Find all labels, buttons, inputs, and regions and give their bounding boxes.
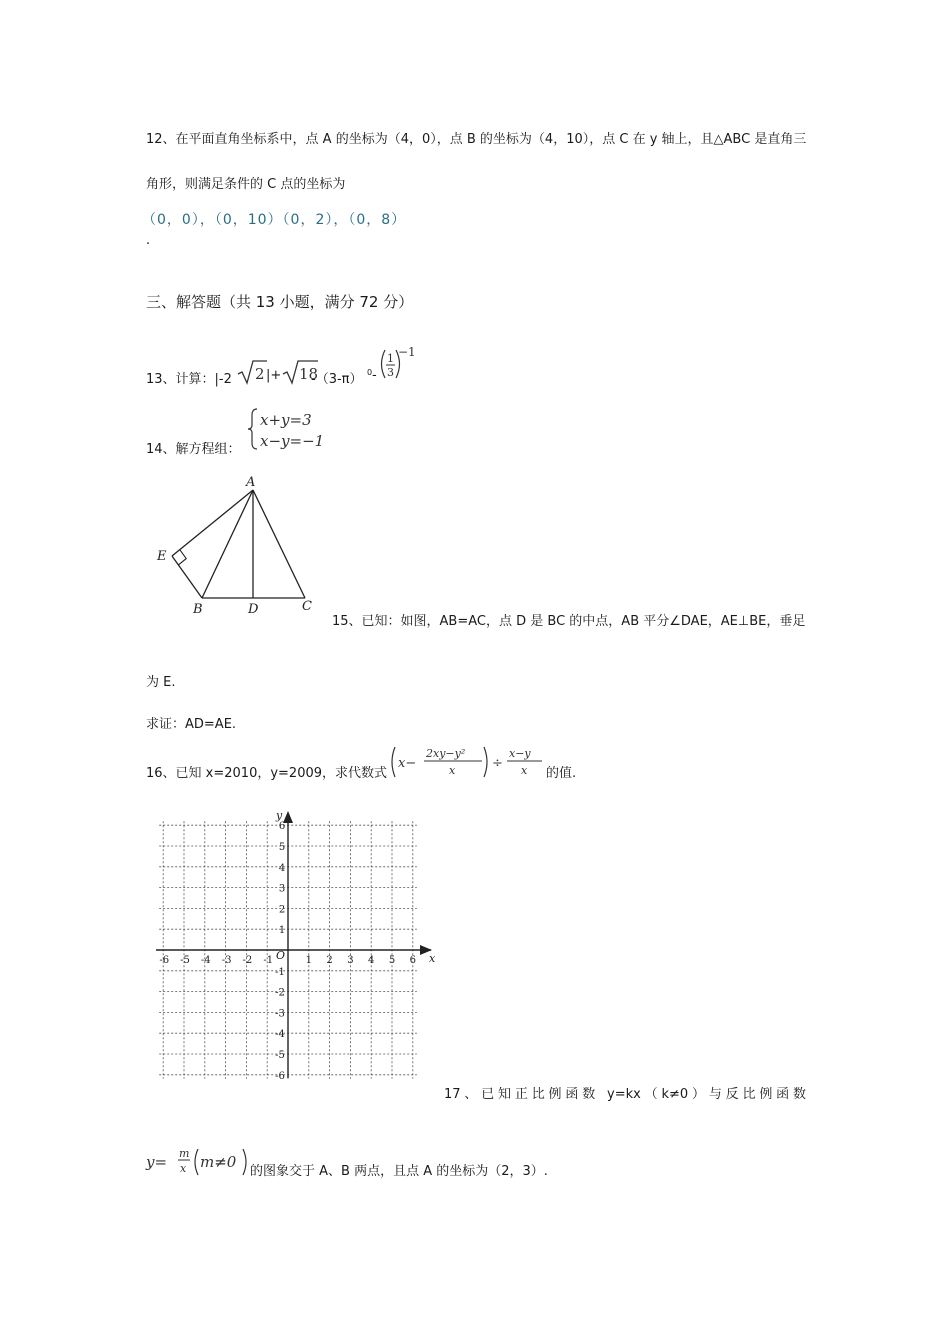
q16-prefix: 16、已知 x=2010，y=2009，求代数式 (146, 766, 388, 781)
y-tick-label: -2 (275, 987, 285, 999)
q17-line1: 17、已知正比例函数 y=kx（k≠0）与反比例函数 (444, 1087, 806, 1102)
frac-denominator: 3 (387, 366, 394, 379)
axes (156, 811, 432, 1078)
right-angle-mark (178, 550, 186, 565)
equation-2: x−y=−1 (260, 432, 325, 450)
q12-line2: 角形，则满足条件的 C 点的坐标为 (146, 177, 346, 192)
equation-1: x+y=3 (260, 411, 312, 429)
segment-ab (202, 490, 253, 598)
x-tick-label: 4 (368, 955, 375, 966)
y-tick-label: 6 (278, 821, 286, 833)
q13-tail: -（3-π） (311, 372, 363, 387)
y-tick-label: 3 (278, 883, 286, 895)
equation-system (246, 406, 356, 452)
y-tick-label: 4 (278, 862, 286, 874)
inverse-function-formula (146, 1144, 250, 1178)
y-tick-label: 2 (278, 904, 286, 916)
label-c: C (302, 599, 312, 614)
q15-line3: 求证：AD=AE. (146, 717, 237, 732)
x-tick-label: -2 (242, 955, 253, 966)
x-tick-label: -6 (159, 955, 170, 966)
formula-numerator: m (179, 1147, 190, 1160)
y-tick-label: 5 (278, 842, 286, 853)
expr-divide: ÷ (492, 756, 503, 771)
x-tick-label: -5 (180, 955, 190, 966)
algebraic-expression (388, 742, 548, 782)
x-tick-label: 2 (326, 955, 333, 966)
coordinate-grid (148, 805, 448, 1085)
x-tick-label: -1 (263, 955, 274, 966)
formula-condition: m≠0 (200, 1153, 237, 1171)
y-tick-label: -3 (275, 1008, 285, 1020)
sqrt-2-radicand: 2 (255, 365, 265, 383)
q12-line1: 12、在平面直角坐标系中，点 A 的坐标为（4，0），点 B 的坐标为（4，10），点 C 在 y 轴上，且△ABC 是直角三 (146, 132, 807, 147)
q14-label: 14、解方程组： (146, 442, 241, 457)
x-tick-label: 1 (305, 955, 312, 966)
label-a: A (246, 475, 256, 490)
x-tick-label: 6 (409, 955, 416, 966)
segment-eb (172, 556, 202, 598)
q15-line2: 为 E. (146, 675, 176, 690)
q17-line2: 的图象交于 A、B 两点，且点 A 的坐标为（2，3）. (250, 1164, 548, 1179)
sqrt-18-radicand: 18 (299, 365, 319, 383)
q13-prefix: 13、计算：|-2 (146, 372, 232, 387)
q16-suffix: 的值. (546, 766, 577, 781)
expr-numerator-1: 2xy−y² (426, 747, 466, 760)
frac-exponent: −1 (398, 345, 416, 359)
sqrt-2-expression (236, 358, 268, 386)
expr-x-minus: x− (398, 756, 417, 771)
y-tick-label: -4 (275, 1029, 285, 1041)
x-tick-label: -3 (221, 955, 232, 966)
y-tick-label: -5 (275, 1050, 285, 1061)
segment-ae (172, 490, 253, 556)
y-axis-label: y (276, 809, 283, 822)
label-e: E (157, 549, 167, 564)
y-tick-label: -1 (275, 966, 285, 978)
expr-denominator-1: x (449, 764, 456, 777)
y-tick-label: -6 (275, 1070, 285, 1082)
origin-label: O (276, 949, 286, 962)
formula-y: y= (146, 1153, 168, 1171)
x-axis-label: x (429, 952, 436, 965)
expr-numerator-2: x−y (509, 747, 531, 760)
x-tick-label: -4 (200, 955, 211, 966)
x-tick-label: 3 (347, 955, 354, 966)
label-d: D (248, 602, 259, 617)
section-title: 三、解答题（共 13 小题，满分 72 分） (146, 293, 414, 311)
q12-answer: （0，0），（0，10）（0，2），（0，8） (142, 212, 407, 228)
frac-numerator: 1 (387, 352, 394, 365)
x-tick-label: 5 (388, 955, 396, 966)
q15-line1: 15、已知：如图，AB=AC，点 D 是 BC 的中点，AB 平分∠DAE，AE⊥BE，垂足 (332, 614, 806, 629)
expr-denominator-2: x (521, 764, 528, 777)
q12-dot: . (146, 233, 151, 248)
label-b: B (193, 602, 203, 617)
q13-dash: - (372, 368, 377, 383)
q13-mid: |+ (266, 368, 282, 383)
fraction-one-third-power (376, 344, 416, 384)
triangle-figure (150, 470, 330, 618)
q13-zero-exponent: 0 (367, 368, 373, 377)
segment-ac (253, 490, 305, 598)
y-tick-label: 1 (278, 925, 286, 937)
formula-denominator: x (180, 1162, 187, 1175)
